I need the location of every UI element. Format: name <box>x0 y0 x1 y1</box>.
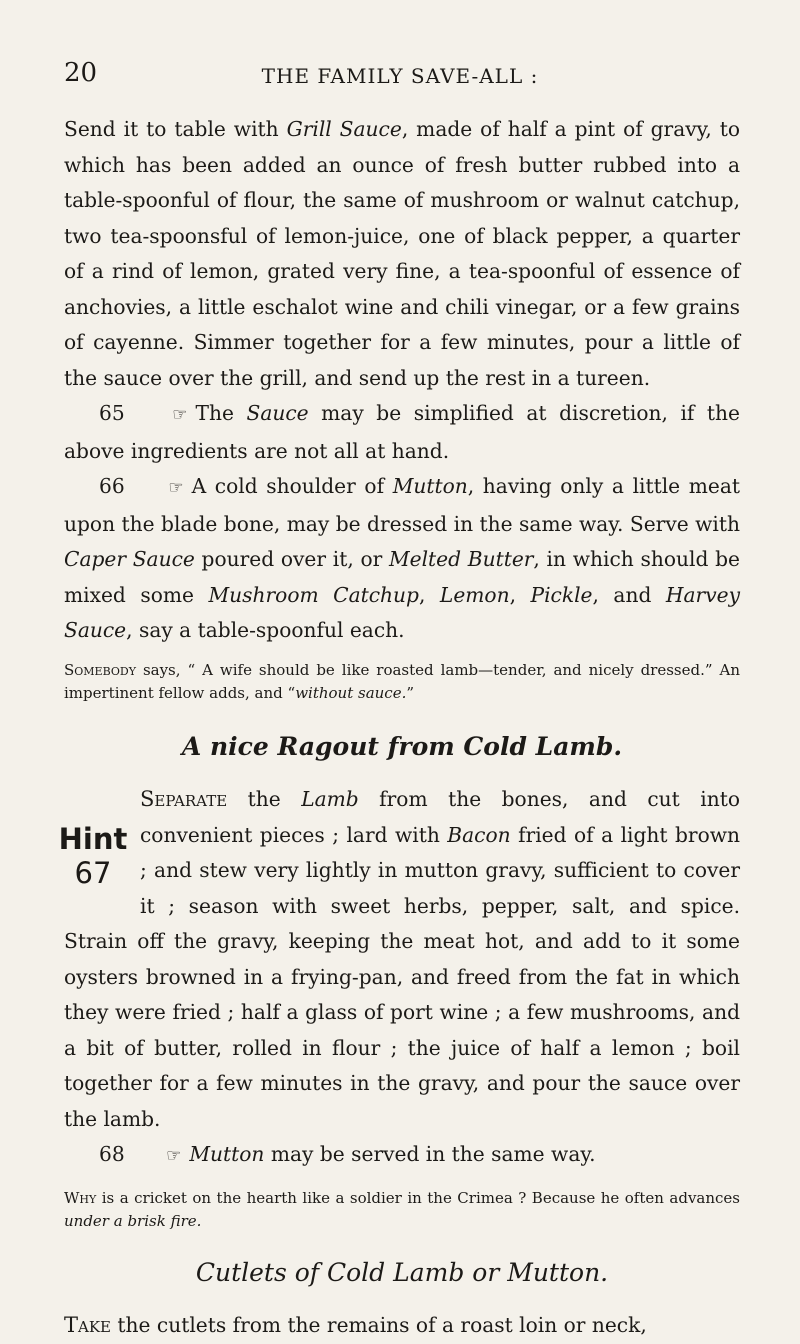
hint-65-paragraph: 65 ☞ The Sauce may be simplified at discretion, if the above ingredients are not all at hand. <box>64 396 740 469</box>
running-title: THE FAMILY SAVE-ALL : <box>261 64 539 88</box>
pointing-hand-icon: ☞ <box>166 1146 182 1166</box>
footnote-somebody: Somebody says, “ A wife should be like roasted lamb—tender, and nicely dressed.” An impertinent fellow adds, and “without sauce.” <box>64 660 740 702</box>
pointing-hand-icon: ☞ <box>172 405 188 425</box>
pointing-hand-icon: ☞ <box>168 478 184 498</box>
hint-label: Hint <box>58 822 128 856</box>
heading-cutlets: Cutlets of Cold Lamb or Mutton. <box>195 1257 609 1287</box>
hint-67-marker <box>58 822 128 890</box>
hint-number: 68 <box>99 1142 125 1166</box>
footnote-cricket: Why is a cricket on the hearth like a soldier in the Crimea ? Because he often advances under a brisk fire. <box>64 1188 740 1230</box>
page-header <box>64 58 736 98</box>
hint-68-paragraph: 68 ☞ Mutton may be served in the same way. <box>64 1137 740 1175</box>
hint-number: 65 <box>99 401 125 425</box>
cutlets-paragraph: Take the cutlets from the remains of a roast loin or neck, <box>64 1313 647 1337</box>
heading-ragout: A nice Ragout from Cold Lamb. <box>181 731 623 761</box>
hint-number: 67 <box>74 856 112 890</box>
hint-67-paragraph: Separate the Lamb from the bones, and cut into convenient pieces ; lard with Bacon fried of a light brown ; and stew very lightly in mutton gravy, sufficient to cover it ; season with sweet herbs, pepper, salt, and spice. Strain off the gravy, keeping the meat hot, and add to it some oysters browned in a frying-pan, and freed from the fat in which they were fried ; half a glass of port wine ; a few mushrooms, and a bit of butter, rolled in flour ; the juice of half a lemon ; boil together for a few minutes in the gravy, and pour the sauce over the lamb. <box>64 787 741 1131</box>
page-body <box>64 112 740 1344</box>
page-number: 20 <box>64 58 98 88</box>
grill-sauce-paragraph: Send it to table with Grill Sauce, made of half a pint of gravy, to which has been added an ounce of fresh butter rubbed into a table-spoonful of flour, the same of mushroom or walnut catchup, two tea-spoonsful of lemon-juice, one of black pepper, a quarter of a rind of lemon, grated very fine, a tea-spoonful of essence of anchovies, a little eschalot wine and chili vinegar, or a few grains of cayenne. Simmer together for a few minutes, pour a little of the sauce over the grill, and send up the rest in a tureen. <box>64 117 741 390</box>
hint-number: 66 <box>99 474 125 498</box>
hint-66-paragraph: 66 ☞ A cold shoulder of Mutton, having only a little meat upon the blade bone, may be dressed in the same way. Serve with Caper Sauce poured over it, or Melted Butter, in which should be mixed some Mushroom Catchup, Lemon, Pickle, and Harvey Sauce, say a table-spoonful each. <box>64 469 740 649</box>
